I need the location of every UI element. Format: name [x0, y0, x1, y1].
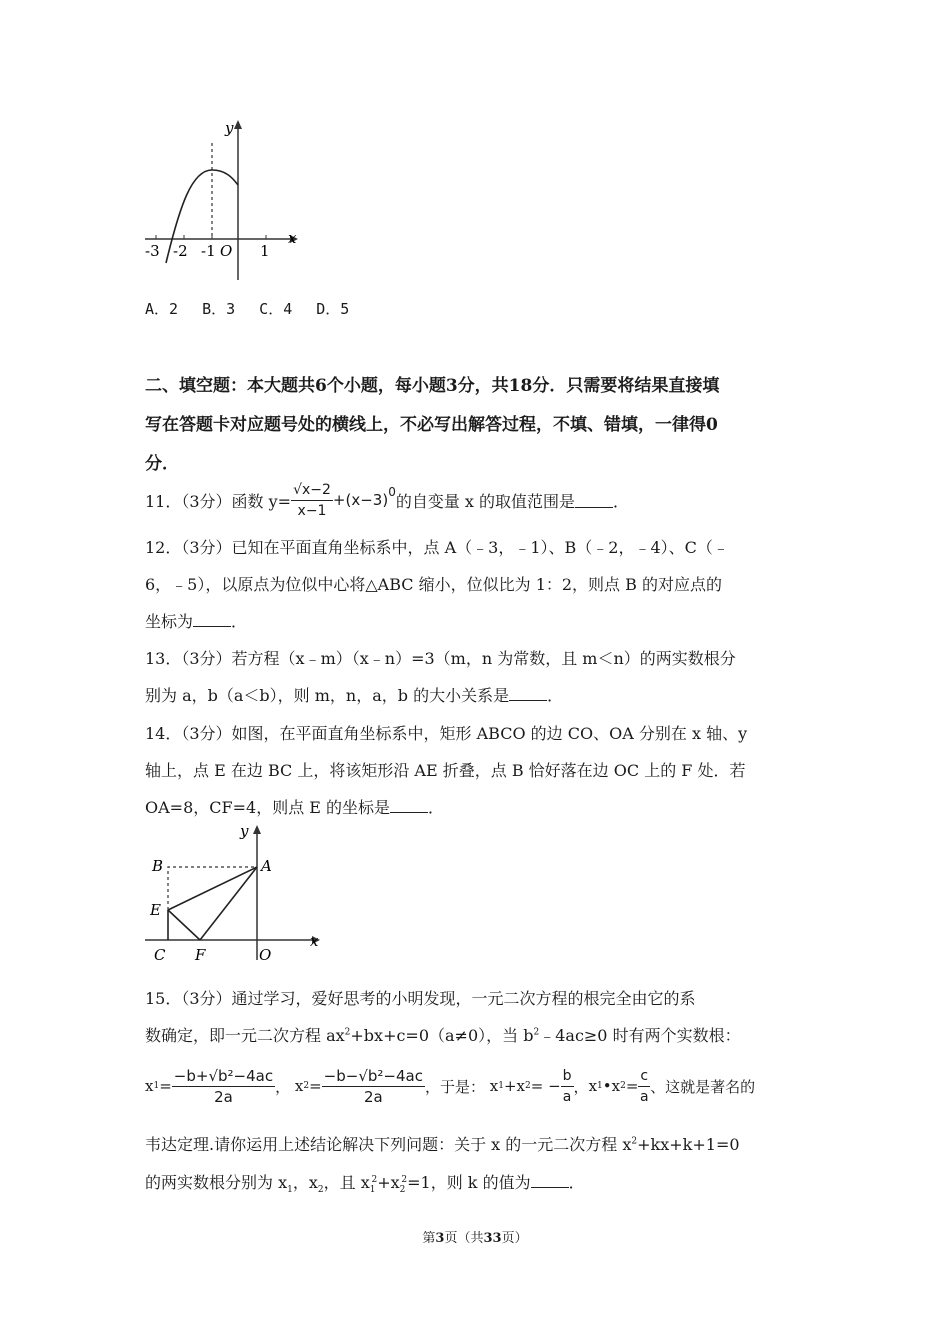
question-14-line1: 14．（3分）如图，在平面直角坐标系中，矩形 ABCO 的边 CO、OA 分别在 x 轴、y — [145, 724, 748, 743]
tick-1: 1 — [260, 242, 270, 260]
label-F: F — [195, 946, 206, 964]
question-13-line2: 别为 a，b（a＜b），则 m，n，a，b 的大小关系是 ． — [145, 686, 564, 705]
label-C: C — [154, 946, 166, 964]
tick-origin: O — [220, 242, 233, 260]
label-B: B — [152, 857, 164, 875]
root2-fraction: $\frac{\text{−b−√b²−4ac}}{2a}$ — [323, 1066, 423, 1106]
rectangle-fold-graph — [140, 820, 330, 970]
section2-line2: 写在答题卡对应题号处的横线上，不必写出解答过程，不填、错填，一律得0 — [145, 415, 718, 435]
answer-blank[interactable] — [575, 493, 613, 508]
tick-neg1: -1 — [201, 242, 216, 260]
y-axis-arrow — [253, 825, 261, 834]
question-15-roots: x 1 = $\frac{\text{−b+√b²−4ac}}{2a}$ ， x 2 = $\frac{\text{−b−√b²−4ac}}{2a}$ ，于是： x 1 + x 2 = − $\frac{b}{a}$ ， x 1 • x 2 = $\frac{c}{a}$ 、这就是著名的 — [145, 1066, 756, 1106]
answer-blank[interactable] — [390, 798, 428, 813]
question-13-line1: 13．（3分）若方程（x﹣m）（x﹣n）=3（m，n 为常数，且 m＜n）的两实数根分 — [145, 649, 736, 668]
section2-line3: 分． — [145, 454, 179, 474]
label-x: x — [310, 932, 319, 950]
tick-neg2: -2 — [173, 242, 188, 260]
question-14-line2: 轴上，点 E 在边 BC 上，将该矩形沿 AE 折叠，点 B 恰好落在边 OC 上的 F 处．若 — [145, 761, 746, 780]
sum-fraction: $\frac{b}{a}$ — [562, 1067, 572, 1105]
label-y: y — [240, 822, 249, 840]
segment-FA — [200, 867, 257, 940]
x-label: x — [288, 229, 297, 247]
question-15-line5: 的两实数根分别为 $x_1$，$x_2$，且 $x_1^2+x_2^2=1$，则 k 的值为 ． — [145, 1173, 585, 1196]
label-A: A — [261, 857, 272, 875]
product-fraction: $\frac{c}{a}$ — [639, 1067, 649, 1105]
question-12-line1: 12．（3分）已知在平面直角坐标系中，点 A（﹣3，﹣1）、B（﹣2，﹣4）、C（﹣ — [145, 538, 729, 557]
answer-choices: A．2 B．3 C．4 D．5 — [145, 300, 350, 318]
page-number: 3 — [435, 1231, 445, 1246]
section2-line1: 二、填空题：本大题共6个小题，每小题3分，共18分．只需要将结果直接填 — [145, 376, 720, 396]
label-E: E — [150, 901, 161, 919]
y-axis-arrow — [234, 120, 242, 129]
q11-fraction: $\frac{√x-2}{x-1}$ — [293, 481, 331, 519]
question-15-line4: 韦达定理.请你运用上述结论解决下列问题：关于 x 的一元二次方程 $x^2+kx+k+1=0$ — [145, 1135, 740, 1154]
y-label: y — [225, 119, 234, 137]
parabola-graph — [140, 115, 310, 285]
question-14-line3: OA=8，CF=4，则点 E 的坐标是 ． — [145, 798, 445, 817]
label-O: O — [259, 946, 272, 964]
segment-EA — [168, 867, 257, 910]
answer-blank[interactable] — [193, 612, 231, 627]
question-12-line3: 坐标为 ． — [145, 612, 248, 631]
question-15-line2: 数确定，即一元二次方程 $ax^2+bx+c=0(a\ne 0)$，当 $b^2﹣4ac\ge 0$ 时有两个实数根： — [145, 1026, 741, 1045]
question-15-line1: 15．（3分）通过学习，爱好思考的小明发现，一元二次方程的根完全由它的系 — [145, 989, 696, 1008]
segment-EF — [168, 910, 200, 940]
page-total: 33 — [483, 1231, 502, 1246]
question-11: 11．（3分）函数 y= $\frac{√x-2}{x-1}$ +(x−3) $^0$ 的自变量 x 的取值范围是 ． — [145, 481, 630, 519]
tick-neg3: -3 — [145, 242, 160, 260]
answer-blank[interactable] — [531, 1173, 569, 1188]
page-footer: 第3页（共33页） — [422, 1231, 528, 1246]
answer-blank[interactable] — [509, 686, 547, 701]
question-12-line2: 6，﹣5），以原点为位似中心将△ABC 缩小，位似比为 1：2，则点 B 的对应点的 — [145, 575, 722, 594]
root1-fraction: $\frac{\text{−b+√b²−4ac}}{2a}$ — [173, 1066, 274, 1106]
